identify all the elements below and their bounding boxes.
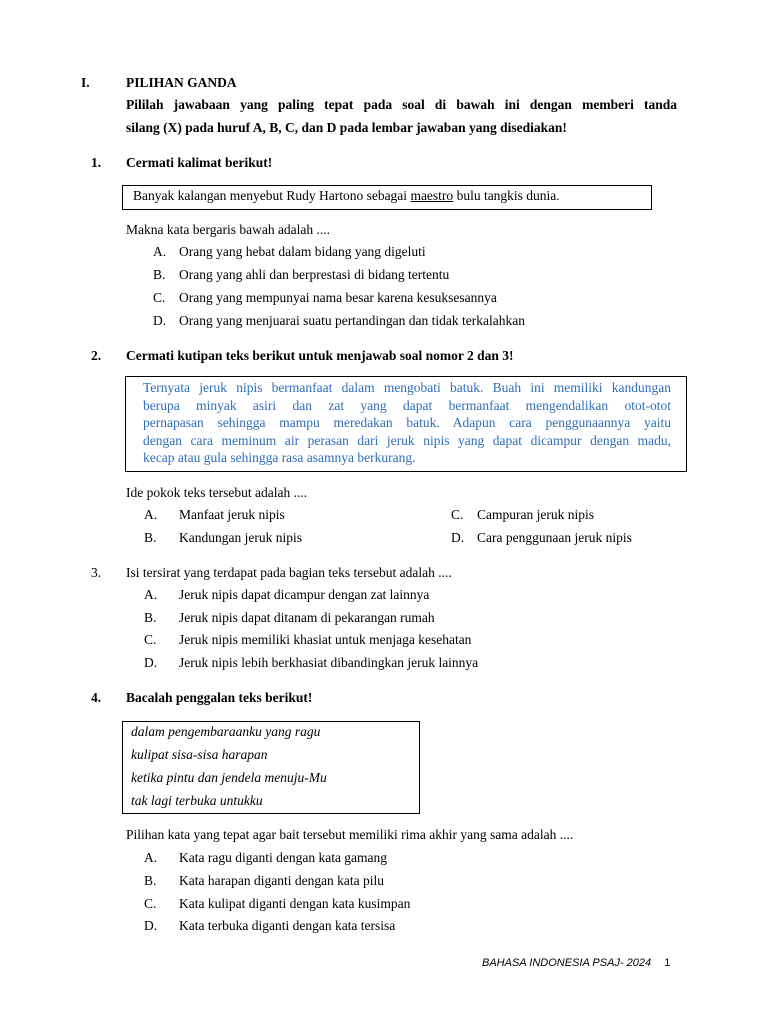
q1-quote-text — [133, 188, 560, 204]
q4-option-d-letter: D. — [144, 918, 158, 933]
q4-option-a-text: Kata ragu diganti dengan kata gamang — [179, 850, 388, 865]
q1-option-c-letter: C. — [153, 290, 166, 305]
q1-option-a-letter: A. — [153, 244, 167, 259]
q2-option-b-letter: B. — [144, 530, 157, 545]
q4-option-b-text: Kata harapan diganti dengan kata pilu — [179, 873, 385, 888]
q2-passage-line-5: kecap atau gula sehingga rasa asamnya berkurang. — [143, 450, 416, 465]
q3-option-a-letter: A. — [144, 587, 158, 602]
q2-passage-line-3: pernapasan sehingga mampu meredakan batuk. Adapun cara penggunaannya yaitu — [143, 415, 671, 430]
q2-prompt: Cermati kutipan teks berikut untuk menjawab soal nomor 2 dan 3! — [126, 348, 514, 363]
q1-question: Makna kata bergaris bawah adalah .... — [126, 222, 331, 237]
q4-poem-box — [122, 721, 420, 814]
q2-option-c-letter: C. — [451, 507, 464, 522]
q2-passage-box — [125, 376, 687, 472]
page-number: 1 — [664, 957, 671, 969]
q1-quote-after: bulu tangkis dunia. — [453, 188, 560, 203]
q4-poem-line-3: ketika pintu dan jendela menuju-Mu — [131, 770, 327, 785]
q1-quote-box — [122, 185, 652, 210]
section-number: I. — [81, 75, 90, 90]
q2-option-d-text: Cara penggunaan jeruk nipis — [477, 530, 632, 545]
section-title: PILIHAN GANDA — [126, 75, 237, 90]
q1-prompt: Cermati kalimat berikut! — [126, 155, 273, 170]
q2-option-d-letter: D. — [451, 530, 465, 545]
q4-poem-line-2: kulipat sisa-sisa harapan — [131, 747, 268, 762]
instruction-line-1: Pililah jawabaan yang paling tepat pada soal di bawah ini dengan memberi tanda — [126, 97, 677, 112]
q2-question: Ide pokok teks tersebut adalah .... — [126, 485, 308, 500]
q4-option-c-letter: C. — [144, 896, 157, 911]
q3-option-a-text: Jeruk nipis dapat dicampur dengan zat lainnya — [179, 587, 430, 602]
q3-number: 3. — [91, 565, 102, 580]
q1-number: 1. — [91, 155, 102, 170]
q2-passage-line-1: Ternyata jeruk nipis bermanfaat dalam mengobati batuk. Buah ini memiliki kandungan — [143, 380, 671, 395]
q1-quote-underlined-word: maestro — [410, 188, 454, 203]
q1-option-d-text: Orang yang menjuarai suatu pertandingan dan tidak terkalahkan — [179, 313, 525, 328]
q4-option-a-letter: A. — [144, 850, 158, 865]
q1-option-a-text: Orang yang hebat dalam bidang yang digeluti — [179, 244, 426, 259]
q1-option-b-letter: B. — [153, 267, 166, 282]
q2-option-a-text: Manfaat jeruk nipis — [179, 507, 285, 522]
q2-number: 2. — [91, 348, 102, 363]
q2-option-c-text: Campuran jeruk nipis — [477, 507, 594, 522]
q3-option-d-text: Jeruk nipis lebih berkhasiat dibandingkan jeruk lainnya — [179, 655, 479, 670]
q3-option-c-text: Jeruk nipis memiliki khasiat untuk menjaga kesehatan — [179, 632, 472, 647]
q3-option-d-letter: D. — [144, 655, 158, 670]
q2-passage-line-2: berupa minyak asiri dan zat yang dapat bermanfaat mengendalikan otot-otot — [143, 398, 671, 413]
footer-text: BAHASA INDONESIA PSAJ- 2024 — [482, 957, 652, 969]
q4-option-c-text: Kata kulipat diganti dengan kata kusimpan — [179, 896, 411, 911]
q1-option-c-text: Orang yang mempunyai nama besar karena kesuksesannya — [179, 290, 497, 305]
q1-option-d-letter: D. — [153, 313, 167, 328]
q3-question: Isi tersirat yang terdapat pada bagian teks tersebut adalah .... — [126, 565, 452, 580]
q4-option-d-text: Kata terbuka diganti dengan kata tersisa — [179, 918, 396, 933]
q2-option-b-text: Kandungan jeruk nipis — [179, 530, 302, 545]
q4-poem-line-1: dalam pengembaraanku yang ragu — [131, 724, 321, 739]
q1-option-b-text: Orang yang ahli dan berprestasi di bidang tertentu — [179, 267, 450, 282]
q4-question: Pilihan kata yang tepat agar bait tersebut memiliki rima akhir yang sama adalah .... — [126, 827, 574, 842]
q4-option-b-letter: B. — [144, 873, 157, 888]
q4-prompt: Bacalah penggalan teks berikut! — [126, 690, 313, 705]
page-footer — [482, 957, 670, 969]
q4-poem-line-4: tak lagi terbuka untukku — [131, 793, 263, 808]
q3-option-c-letter: C. — [144, 632, 157, 647]
q3-option-b-text: Jeruk nipis dapat ditanam di pekarangan rumah — [179, 610, 435, 625]
q3-option-b-letter: B. — [144, 610, 157, 625]
q1-quote-before: Banyak kalangan menyebut Rudy Hartono sebagai — [133, 188, 411, 203]
instruction-line-2: silang (X) pada huruf A, B, C, dan D pada lembar jawaban yang disediakan! — [126, 120, 567, 135]
q4-number: 4. — [91, 690, 102, 705]
q2-option-a-letter: A. — [144, 507, 158, 522]
q2-passage-line-4: dengan cara meminum air perasan dari jeruk nipis yang dapat dicampur dengan madu, — [143, 433, 671, 448]
